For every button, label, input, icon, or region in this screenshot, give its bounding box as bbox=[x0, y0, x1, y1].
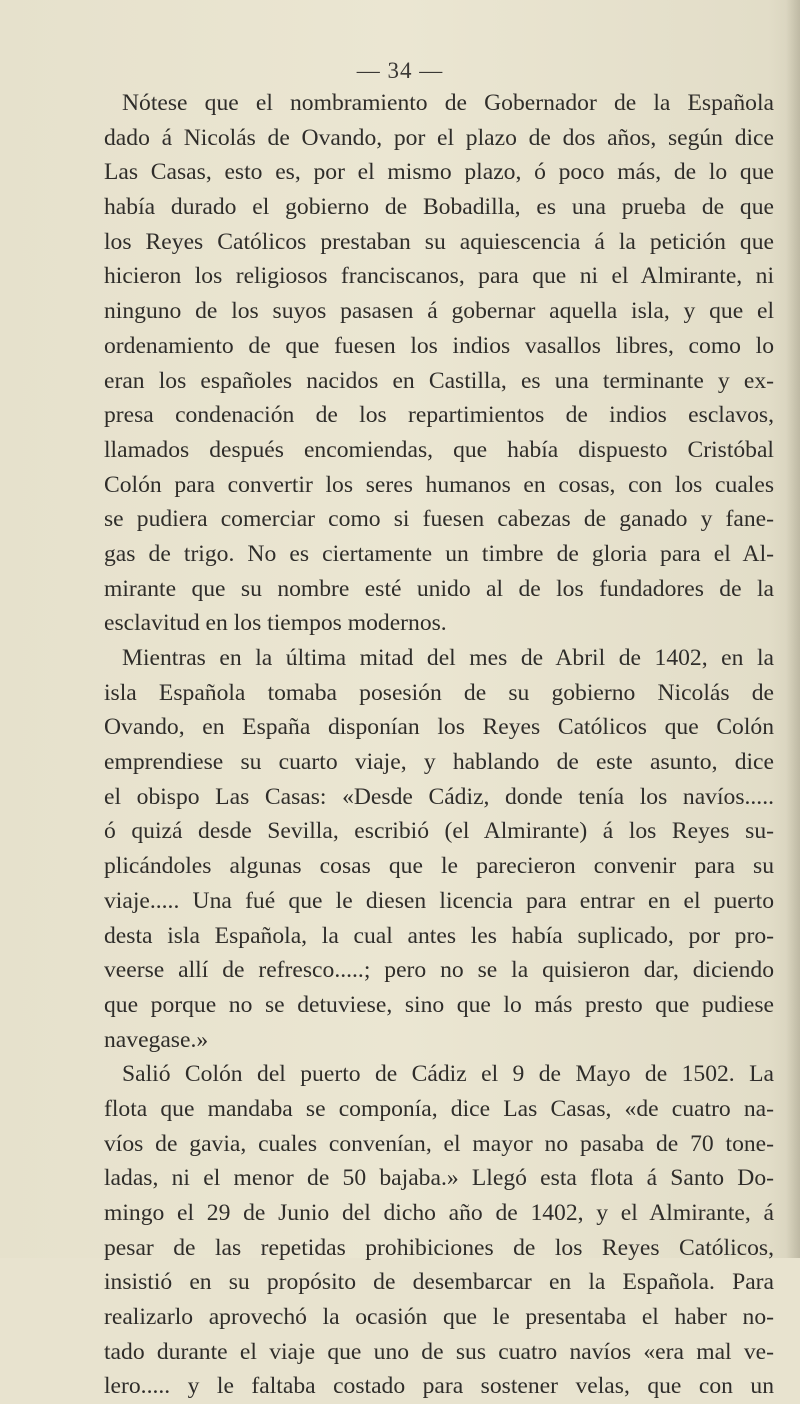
text-line: hicieron los religiosos franciscanos, para que ni el Almirante, ni bbox=[104, 263, 774, 290]
text-line: veerse allí de refresco.....; pero no se la quisieron dar, diciendo bbox=[104, 957, 774, 984]
paragraph bbox=[104, 1057, 774, 1404]
text-line: ladas, ni el menor de 50 bajaba.» Llegó esta flota á Santo Do- bbox=[104, 1165, 774, 1192]
text-line: lero..... y le faltaba costado para sostener velas, que con un bbox=[104, 1373, 774, 1400]
text-line: Ovando, en España disponían los Reyes Católicos que Colón bbox=[104, 714, 774, 741]
paragraph bbox=[104, 86, 774, 641]
text-line: tado durante el viaje que uno de sus cuatro navíos «era mal ve- bbox=[104, 1338, 774, 1365]
page-edge-shadow bbox=[786, 0, 800, 1258]
text-line: Nótese que el nombramiento de Gobernador de la Española bbox=[122, 90, 774, 116]
text-line: ninguno de los suyos pasasen á gobernar aquella isla, y que el bbox=[104, 298, 774, 325]
text-line: Las Casas, esto es, por el mismo plazo, ó poco más, de lo que bbox=[104, 159, 774, 186]
text-line: el obispo Las Casas: «Desde Cádiz, donde tenía los navíos..... bbox=[104, 783, 774, 810]
text-line: mirante que su nombre esté unido al de los fundadores de la bbox=[104, 575, 774, 602]
text-line: Mientras en la última mitad del mes de Abril de 1402, en la bbox=[122, 645, 774, 671]
text-line: desta isla Española, la cual antes les había suplicado, por pro- bbox=[104, 922, 774, 949]
text-line: Colón para convertir los seres humanos en cosas, con los cuales bbox=[104, 471, 774, 498]
text-line: pesar de las repetidas prohibiciones de los Reyes Católicos, bbox=[104, 1234, 774, 1261]
text-line: los Reyes Católicos prestaban su aquiescencia á la petición que bbox=[104, 228, 774, 255]
text-line: llamados después encomiendas, que había dispuesto Cristóbal bbox=[104, 436, 774, 463]
text-line: se pudiera comerciar como si fuesen cabezas de ganado y fane- bbox=[104, 506, 774, 533]
text-line: viaje..... Una fué que le diesen licencia para entrar en el puerto bbox=[104, 887, 774, 914]
text-line: gas de trigo. No es ciertamente un timbre de gloria para el Al- bbox=[104, 540, 774, 567]
text-line: mingo el 29 de Junio del dicho año de 1402, y el Almirante, á bbox=[104, 1200, 774, 1226]
text-line: insistió en su propósito de desembarcar en la Española. Para bbox=[104, 1269, 774, 1296]
text-line: presa condenación de los repartimientos de indios esclavos, bbox=[104, 402, 774, 429]
text-line: esclavitud en los tiempos modernos. bbox=[104, 610, 447, 637]
text-line: Salió Colón del puerto de Cádiz el 9 de Mayo de 1502. La bbox=[122, 1061, 774, 1088]
text-line: realizarlo aprovechó la ocasión que le presentaba el haber no- bbox=[104, 1304, 774, 1331]
text-line: flota que mandaba se componía, dice Las Casas, «de cuatro na- bbox=[104, 1095, 774, 1122]
text-line: isla Española tomaba posesión de su gobierno Nicolás de bbox=[104, 679, 774, 706]
text-line: emprendiese su cuarto viaje, y hablando de este asunto, dice bbox=[104, 749, 774, 776]
text-line: dado á Nicolás de Ovando, por el plazo de dos años, según dice bbox=[104, 124, 774, 151]
text-line: ordenamiento de que fuesen los indios vasallos libres, como lo bbox=[104, 332, 774, 359]
text-line: navegase.» bbox=[104, 1026, 209, 1053]
text-line: plicándoles algunas cosas que le parecieron convenir para su bbox=[104, 853, 774, 880]
text-line: ó quizá desde Sevilla, escribió (el Almirante) á los Reyes su- bbox=[104, 818, 774, 845]
text-line: que porque no se detuviese, sino que lo más presto que pudiese bbox=[104, 991, 774, 1018]
text-line: había durado el gobierno de Bobadilla, es una prueba de que bbox=[104, 194, 774, 221]
paragraph bbox=[104, 641, 774, 1057]
text-line: eran los españoles nacidos en Castilla, es una terminante y ex- bbox=[104, 367, 774, 394]
body-text bbox=[104, 86, 774, 1404]
text-line: víos de gavia, cuales convenían, el mayor no pasaba de 70 tone- bbox=[104, 1130, 774, 1157]
page-number: — 34 — bbox=[356, 58, 444, 83]
